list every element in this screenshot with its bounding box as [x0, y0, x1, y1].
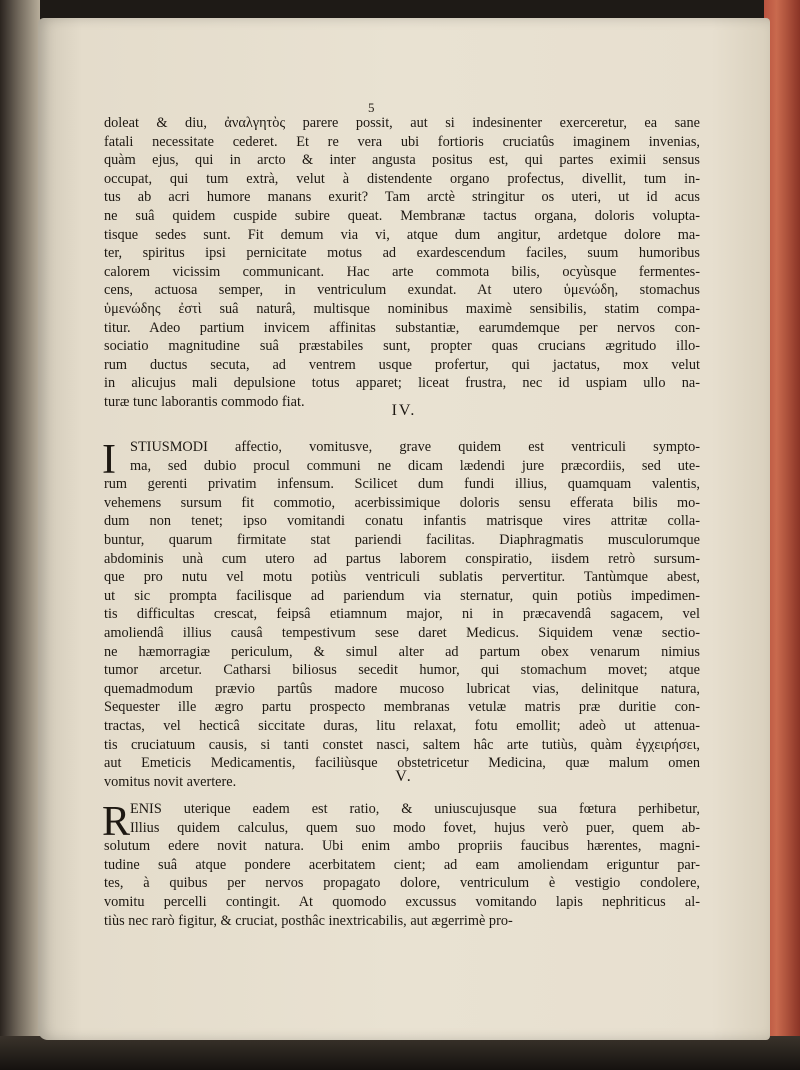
text-line: sociatio magnitudine suâ præstabiles sunt, propter quas crucians ægritudo illo-	[104, 338, 700, 355]
text-line: vomitu percelli contingit. At quomodo excussus vomitando lapis nephriticus al-	[104, 893, 700, 910]
text-line: ὑμενώδης ἐστὶ suâ naturâ, multisque nominibus maximè sensibilis, statim compa-	[104, 300, 700, 317]
text-line: tis cruciatuum causis, si tanti constet nasci, saltem hâc arte tutiùs, quàm ἐγχειρήσει,	[104, 736, 700, 753]
book-spine-edge	[0, 0, 40, 1070]
text-line: quàm ejus, qui in arcto & inter angusta positus est, qui partes eximii sensus	[104, 152, 700, 169]
paragraph-v	[104, 800, 700, 930]
text-line: aut Emeticis Medicamentis, faciliùsque obstetricetur Medicina, quæ malum omen	[104, 755, 700, 772]
text-line: tudine suâ atque pondere acerbitatem cient; ad eam amoliendam eriguntur par-	[104, 856, 700, 873]
text-line: tiùs nec rarò figitur, & cruciat, posthâc inextricabilis, aut ægerrimè pro-	[104, 912, 513, 929]
text-line: rum gerenti privatim infensum. Scilicet dum fundi illius, quamquam valentis,	[104, 476, 700, 493]
text-line: tractas, vel hecticâ siccitate duras, litu relaxat, fotu emollit; adeò ut attenua-	[104, 717, 700, 734]
text-line: STIUSMODI affectio, vomitusve, grave quidem est ventriculi sympto-	[130, 439, 700, 455]
paragraph-iv	[104, 438, 700, 791]
text-line: abdominis unà cum utero ad partus laborem conspiratio, iisdem retrò sursum-	[104, 550, 700, 567]
text-line: vehemens sursum fit commotio, acerbissimique doloris sensu efferata bilis mo-	[104, 494, 700, 511]
text-line: ENIS uterique eadem est ratio, & uniuscujusque sua fœtura perhibetur,	[130, 801, 700, 817]
text-line: tis difficultas crescat, feipsâ etiamnum major, ni in præcavendâ sagacem, vel	[104, 606, 700, 623]
text-line: dum non tenet; ipso vomitandi conatu infantis matrisque vires attritæ colla-	[104, 513, 700, 530]
page-number: 5	[368, 100, 375, 115]
text-line: ma, sed dubio procul communi ne dicam lædendi jure præcordiis, sed ute-	[130, 457, 700, 474]
text-line: tisque sedes sunt. Fit demum via vi, atque dum angitur, ardetque dolore ma-	[104, 226, 700, 243]
text-line: cens, actuosa semper, in ventriculum exundat. At utero ὑμενώδη, stomachus	[104, 282, 700, 299]
text-line: rum ductus secuta, ad ventrem usque profertur, qui jactatus, mox velut	[104, 356, 700, 373]
paragraph-top	[104, 114, 700, 412]
book-bottom-shadow	[0, 1036, 800, 1070]
text-line: ne hæmorragiæ periculum, & simul alter ad partum obex venarum nimius	[104, 643, 700, 660]
text-line: tes, à quibus per nervos propagato dolore, ventriculum è vestigio condolere,	[104, 875, 700, 892]
text-line: in alicujus mali depulsione totus apparet; liceat frustra, nec id uspiam ullo na-	[104, 375, 700, 392]
text-line: buntur, quarum firmitate stat pariendi facilitas. Diaphragmatis musculorumque	[104, 531, 700, 548]
text-line: occupat, qui tum extrà, velut à distendente organo profectus, divellit, tum in-	[104, 170, 700, 187]
text-line: Illius quidem calculus, quem suo modo fovet, hujus verò puer, quem ab-	[130, 819, 700, 836]
text-line: ter, spiritus ipsi pernicitate motus ad exardescendum faciles, suum humoribus	[104, 245, 700, 262]
text-line: ut sic prompta facilisque ad pariendum via sternatur, quin potiùs impedimen-	[104, 587, 700, 604]
drop-cap-i: I	[102, 437, 116, 483]
section-heading-iv: IV.	[391, 402, 417, 419]
text-line: solutum edere novit natura. Ubi enim ambo propriis faucibus hærentes, magni-	[104, 838, 700, 855]
text-line: doleat & diu, ἀναλγητὸς parere possit, aut si indesinenter exerceretur, ea sane	[104, 115, 700, 131]
text-line: que pro nutu vel motu potiùs ventriculi sublatis pervertitur. Tantùmque abest,	[104, 569, 700, 586]
text-line: calorem vicissim communicant. Hac arte commota bilis, ocyùsque fermentes-	[104, 263, 700, 280]
text-line: quemadmodum prævio partûs madore mucoso lubricat vias, delinitque natura,	[104, 680, 700, 697]
text-line: amoliendâ illius causâ tempestivum sese daret Medicus. Siquidem venæ sectio-	[104, 624, 700, 641]
text-line: turæ tunc laborantis commodo fiat.	[104, 393, 305, 410]
text-line: ne suâ quidem cuspide subire queat. Membranæ tactus organa, doloris volupta-	[104, 207, 700, 224]
section-heading-v: V.	[395, 768, 413, 785]
text-line: tus ab acri humore manans exurit? Tam arctè stringitur os uteri, ut id acus	[104, 189, 700, 206]
text-line: fatali necessitate cederet. Et re vera ubi fortioris cruciatûs imaginem invenias,	[104, 133, 700, 150]
text-line: Sequester ille ægro partu prospecto membranas vetulæ matris præ duritie con-	[104, 699, 700, 716]
text-line: titur. Adeo partium invicem affinitas substantiæ, earumdemque per nervos con-	[104, 319, 700, 336]
text-line: tumor arcetur. Catharsi biliosus secedit humor, qui stomachum movet; atque	[104, 662, 700, 679]
drop-cap-r: R	[102, 799, 131, 845]
book-page	[38, 18, 770, 1040]
text-line: vomitus novit avertere.	[104, 773, 237, 790]
